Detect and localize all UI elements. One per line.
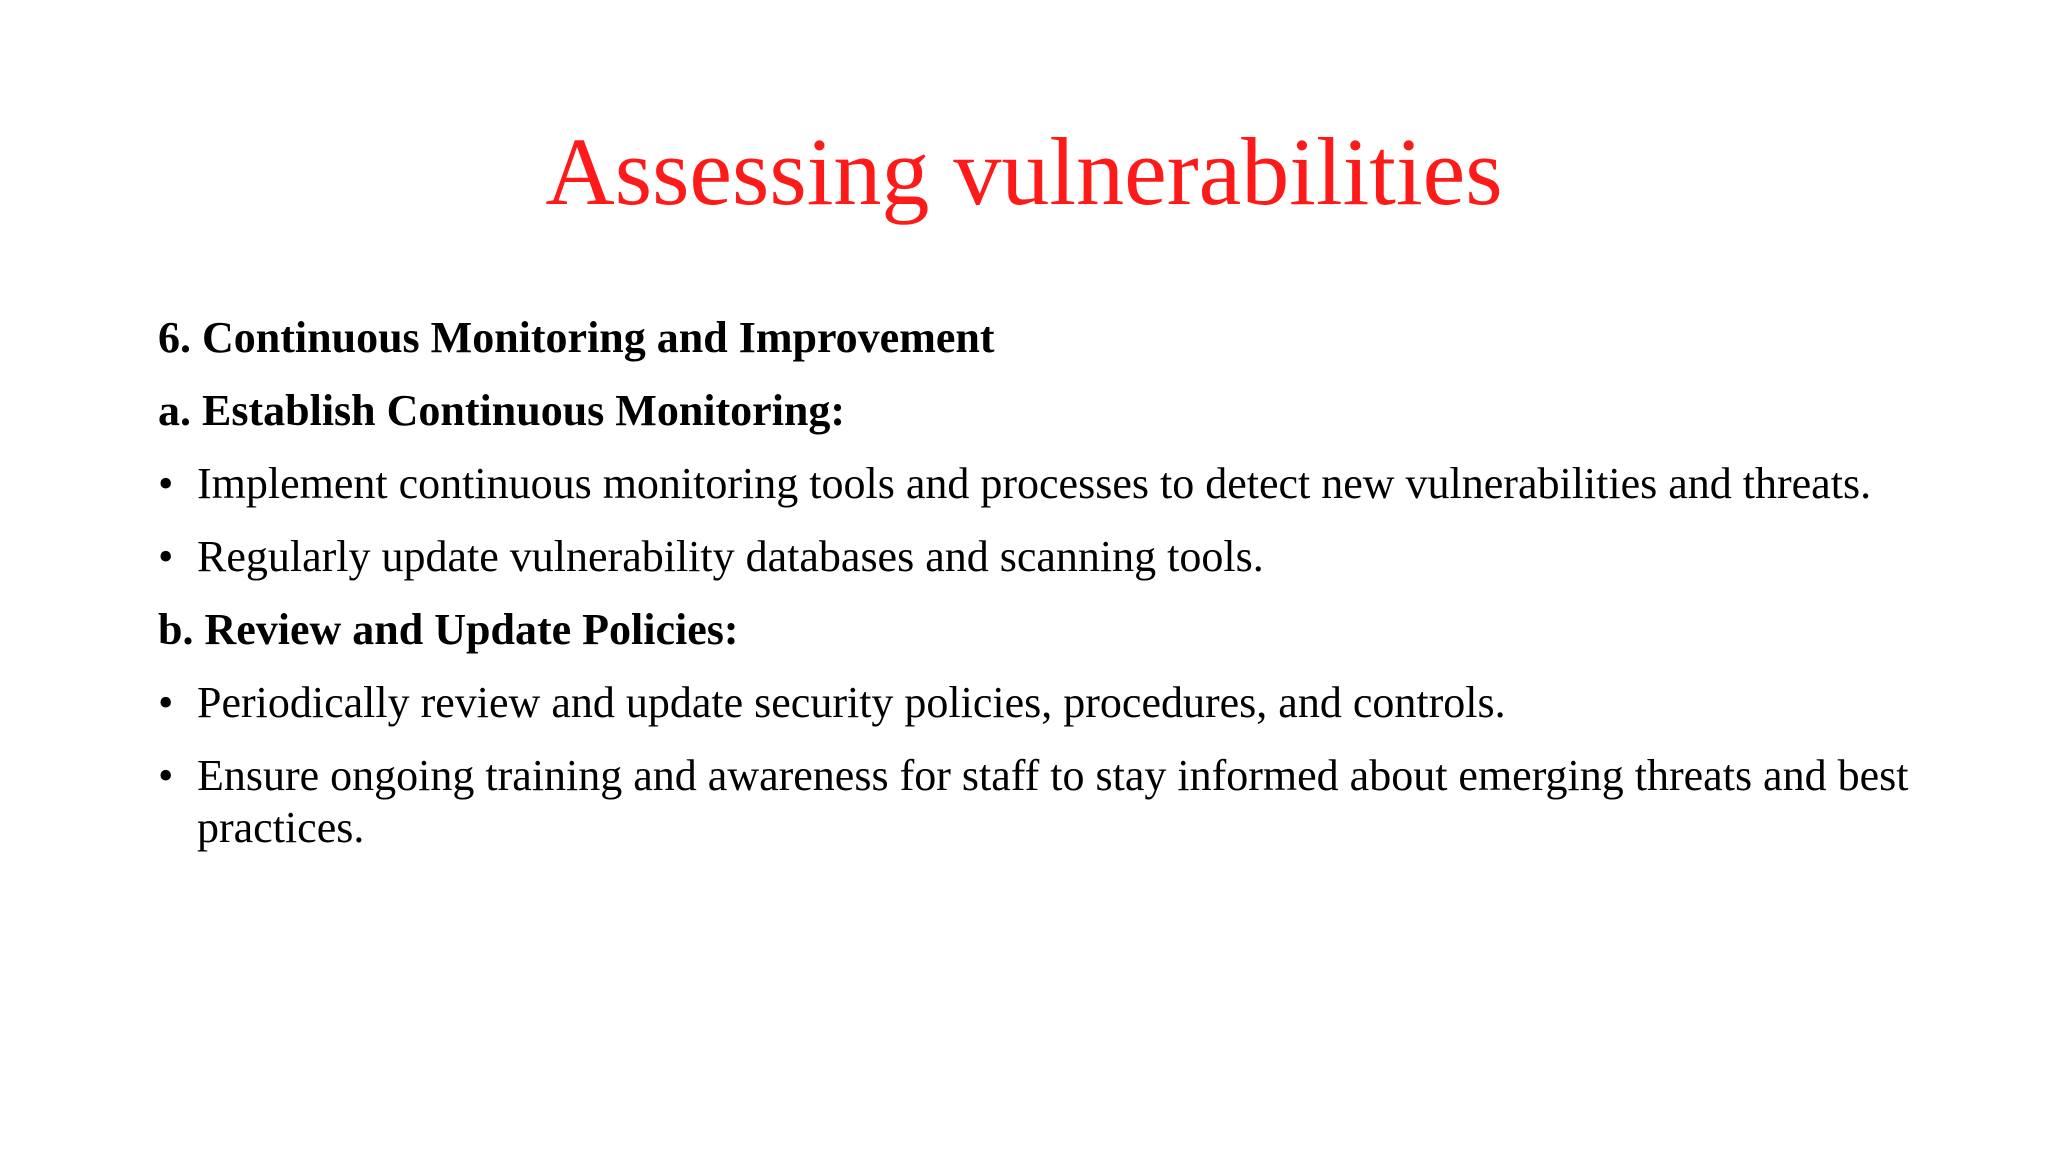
bullet-item: [158, 750, 1938, 854]
bullet-icon: •: [158, 532, 174, 581]
bullet-text: Ensure ongoing training and awareness for staff to stay informed about emerging threats and best practices.: [197, 751, 1909, 852]
slide-title: Assessing vulnerabilities: [545, 118, 1503, 225]
subsection-heading-b: b. Review and Update Policies:: [158, 605, 739, 654]
bullet-item: [158, 458, 1938, 510]
bullet-text: Periodically review and update security policies, procedures, and controls.: [197, 678, 1506, 727]
bullet-icon: •: [158, 678, 174, 727]
bullet-text: Implement continuous monitoring tools and processes to detect new vulnerabilities and threats.: [197, 459, 1872, 508]
slide-body: [158, 312, 1938, 875]
bullet-text: Regularly update vulnerability databases and scanning tools.: [197, 532, 1264, 581]
bullet-icon: •: [158, 751, 174, 800]
bullet-item: [158, 531, 1938, 583]
subsection-heading-a: a. Establish Continuous Monitoring:: [158, 386, 846, 435]
bullet-item: [158, 677, 1938, 729]
section-heading: 6. Continuous Monitoring and Improvement: [158, 313, 995, 362]
bullet-icon: •: [158, 459, 174, 508]
